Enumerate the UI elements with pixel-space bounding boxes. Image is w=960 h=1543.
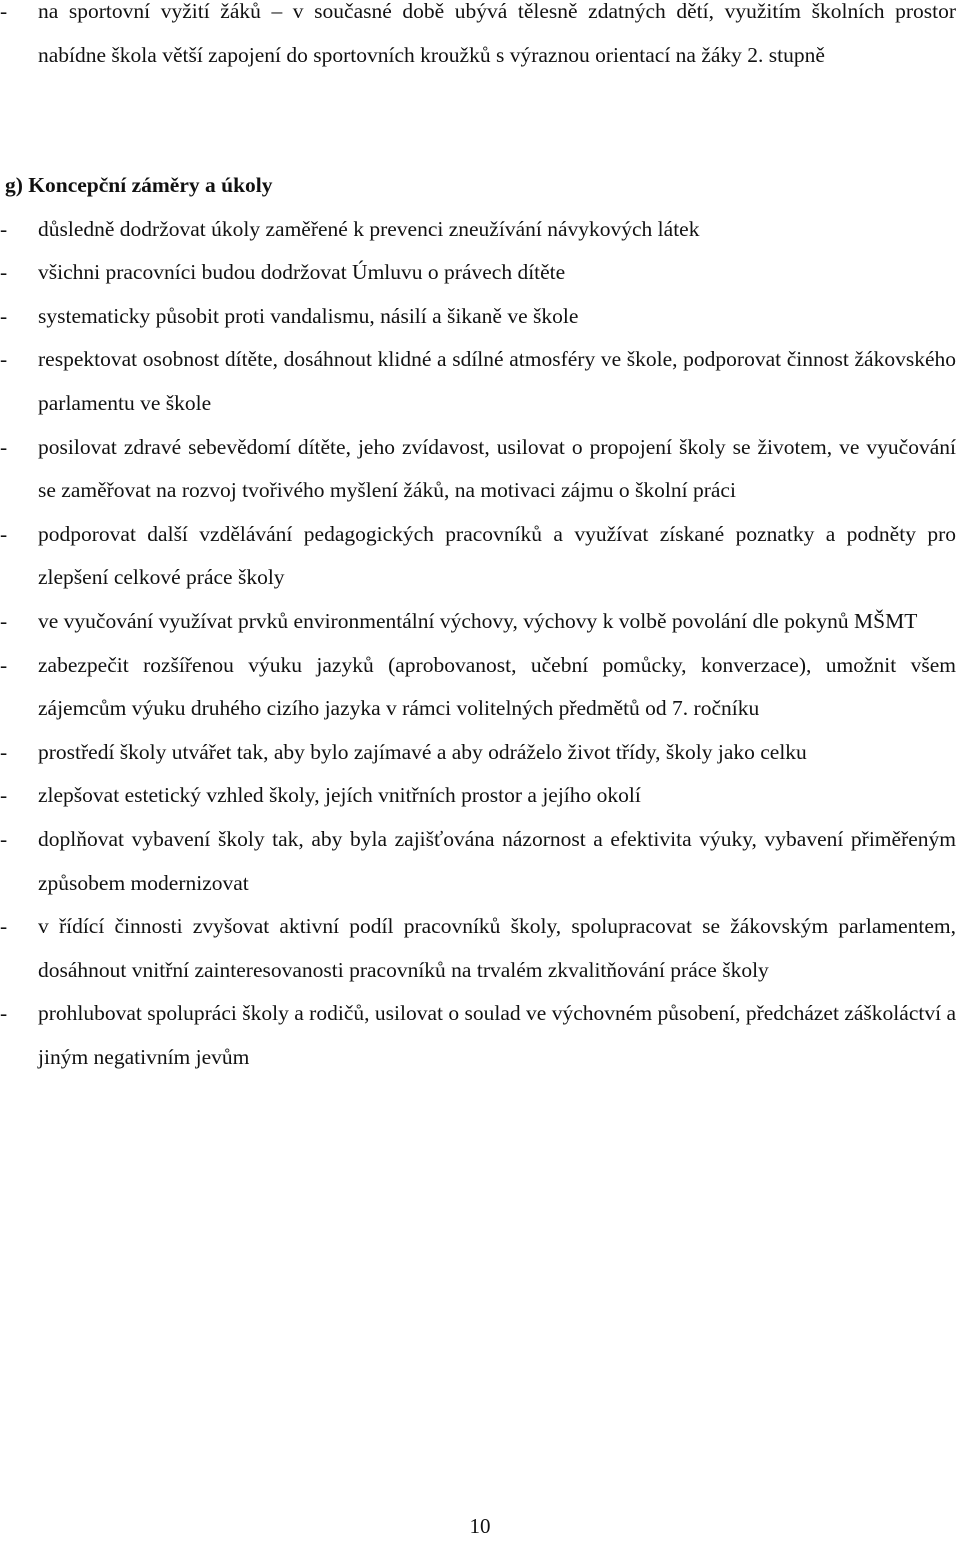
list-item-text: prohlubovat spolupráci školy a rodičů, usilovat o soulad ve výchovném působení, předcházet záškoláctví a jiným negativním jevům [38, 1001, 956, 1069]
list-dash: - [0, 652, 8, 677]
list-item-text: ve vyučování využívat prvků environmentální výchovy, výchovy k volbě povolání dle pokynů MŠMT [38, 608, 918, 633]
list-dash: - [0, 914, 8, 939]
list-dash: - [0, 521, 8, 546]
list-item [0, 251, 960, 295]
list-dash: - [0, 783, 8, 808]
list-item [0, 208, 960, 252]
list-item [0, 295, 960, 339]
list-dash: - [0, 1001, 8, 1026]
list-item [0, 644, 960, 731]
list-item-text: systematicky působit proti vandalismu, násilí a šikaně ve škole [38, 303, 579, 328]
list-item-text: posilovat zdravé sebevědomí dítěte, jeho zvídavost, usilovat o propojení školy se životem, ve vyučování se zaměřovat na rozvoj tvořivého myšlení žáků, na motivaci zájmu o školní práci [38, 434, 956, 503]
section-heading: g) Koncepční záměry a úkoly [5, 173, 273, 197]
list-item-text: v řídící činnosti zvyšovat aktivní podíl pracovníků školy, spolupracovat se žákovským parlamentem, dosáhnout vnitřní zainteresovanosti pracovníků na trvalém zkvalitňování práce školy [38, 914, 956, 982]
list-item [0, 0, 960, 77]
list-item [0, 731, 960, 775]
list-item [0, 818, 960, 905]
page-number: 10 [469, 1514, 491, 1538]
list-item-text: důsledně dodržovat úkoly zaměřené k prevenci zneužívání návykových látek [38, 216, 700, 241]
list-item [0, 600, 960, 644]
list-item [0, 992, 960, 1079]
list-item-text: respektovat osobnost dítěte, dosáhnout klidné a sdílné atmosféry ve škole, podporovat činnost žákovského parlamentu ve škole [38, 347, 956, 415]
list-dash: - [0, 826, 8, 851]
list-dash: - [0, 260, 8, 285]
list-item-text: doplňovat vybavení školy tak, aby byla zajišťována názornost a efektivita výuky, vybavení přiměřeným způsobem modernizovat [38, 826, 956, 895]
list-dash: - [0, 303, 8, 328]
section-koncepcni-zamery [0, 164, 960, 1079]
task-list [0, 208, 960, 1080]
list-item-text: zlepšovat estetický vzhled školy, jejích vnitřních prostor a jejího okolí [38, 783, 641, 808]
list-item [0, 774, 960, 818]
continued-list [0, 0, 960, 77]
list-dash: - [0, 739, 8, 764]
list-item [0, 905, 960, 992]
list-item-text: prostředí školy utvářet tak, aby bylo zajímavé a aby odráželo život třídy, školy jako celku [38, 739, 807, 764]
list-item-text: zabezpečit rozšířenou výuku jazyků (aprobovanost, učební pomůcky, konverzace), umožnit všem zájemcům výuku druhého cizího jazyka v rámci volitelných předmětů od 7. ročníku [38, 652, 956, 721]
list-item-text: všichni pracovníci budou dodržovat Úmluvu o právech dítěte [38, 260, 566, 285]
list-dash: - [0, 608, 8, 633]
list-item [0, 338, 960, 425]
list-dash: - [0, 347, 8, 372]
list-item [0, 426, 960, 513]
list-item [0, 513, 960, 600]
list-dash: - [0, 216, 8, 241]
list-dash: - [0, 0, 8, 23]
list-item-text: na sportovní vyžití žáků – v současné době ubývá tělesně zdatných dětí, využitím školních prostor nabídne škola větší zapojení do sportovních kroužků s výraznou orientací na žáky 2. stupně [38, 0, 956, 67]
list-item-text: podporovat další vzdělávání pedagogických pracovníků a využívat získané poznatky a podněty pro zlepšení celkové práce školy [38, 521, 956, 590]
list-dash: - [0, 434, 8, 459]
